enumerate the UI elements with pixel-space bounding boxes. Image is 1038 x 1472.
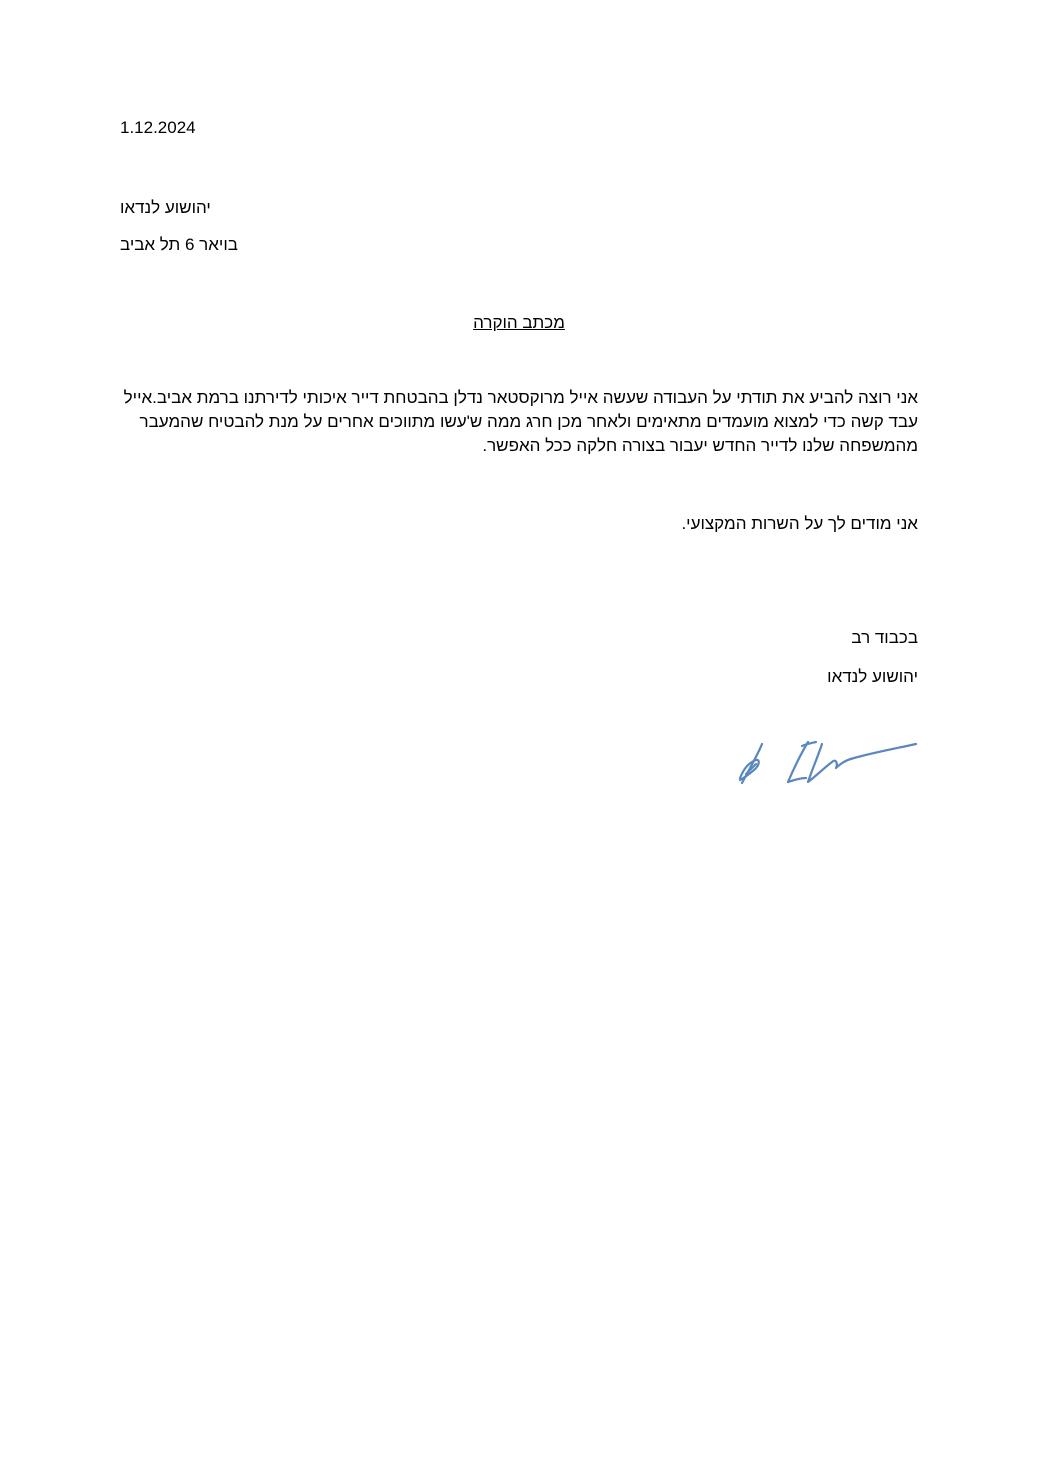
letter-closing: בכבוד רב <box>851 628 918 647</box>
letter-body: אני רוצה להביע את תודתי על העבודה שעשה אייל מרוקסטאר נדלן בהבטחת דייר איכותי לדירתנו ברמת אביב.אייל עבד קשה כדי למצוא מועמדים מתאימים ולאחר מכן חרג ממה ש'עשו מתווכים אחרים על מנת להבטיח שהמעבר מהמשפחה שלנו לדייר החדש יעבור בצורה חלקה ככל האפשר. <box>123 388 918 455</box>
handwritten-signature-icon <box>736 738 922 790</box>
recipient-address: בויאר 6 תל אביב <box>120 235 238 254</box>
signer-name: יהושוע לנדאו <box>827 667 918 686</box>
recipient-name: יהושוע לנדאו <box>120 198 211 217</box>
letter-date: 1.12.2024 <box>120 118 196 137</box>
letter-thanks: אני מודים לך על השרות המקצועי. <box>681 514 918 533</box>
letter-subject: מכתב הוקרה <box>473 313 565 332</box>
